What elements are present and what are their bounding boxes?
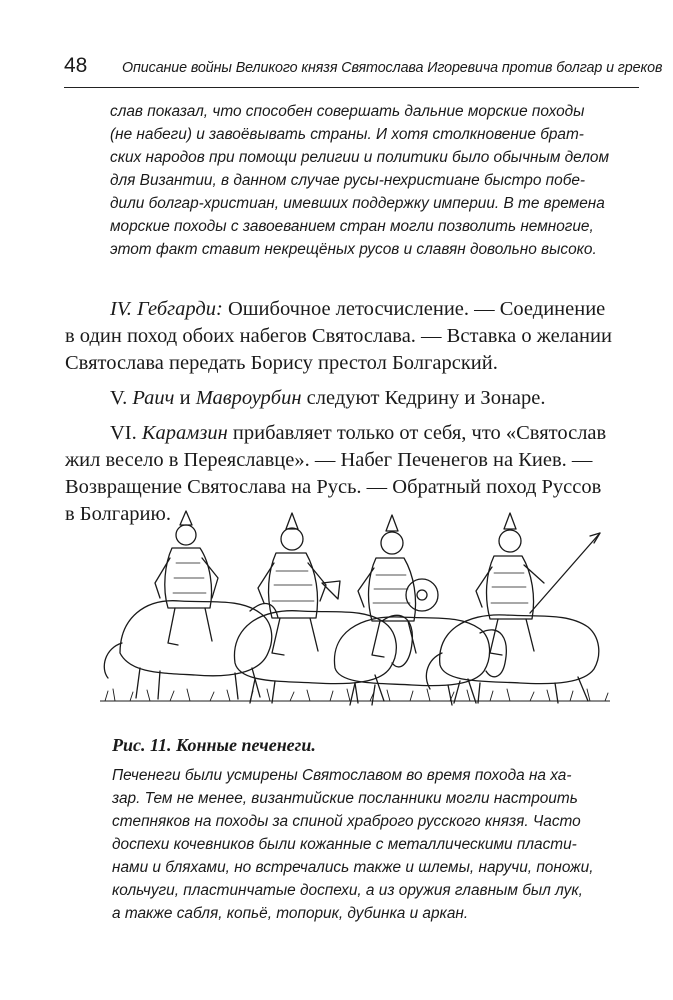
paragraph-iv: IV. Гебгарди: Ошибочное летосчисление. — Соединение bbox=[110, 298, 606, 320]
horse-3 bbox=[334, 617, 506, 705]
caption-line: доспехи кочевников были кожанные с металлическими пласти- bbox=[112, 836, 577, 853]
commentary-line: этот факт ставит некрещёных русов и славян довольно высоко. bbox=[110, 241, 597, 258]
author-karamzin: Карамзин bbox=[141, 422, 228, 444]
horse-2 bbox=[234, 611, 412, 703]
paragraph-iv-line: в один поход обоих набегов Святослава. — Вставка о желании bbox=[65, 325, 612, 347]
rider-3 bbox=[358, 515, 438, 657]
caption-line: нами и бляхами, но встречались также и шлемы, наручи, поножи, bbox=[112, 859, 594, 876]
author-gebgardi: IV. Гебгарди: bbox=[110, 298, 223, 320]
commentary-line: морские походы с завоеванием стран могли позволить немногие, bbox=[110, 218, 594, 235]
commentary-line: (не набеги) и завоёвывать страны. И хотя столкновение брат- bbox=[110, 126, 584, 143]
commentary-line: ских народов при помощи религии и политики было обычным делом bbox=[110, 149, 610, 166]
rider-4 bbox=[476, 513, 600, 655]
caption-line: кольчуги, пластинчатые доспехи, а из оружия главным был лук, bbox=[112, 882, 583, 899]
caption-title: Рис. 11. Конные печенеги. bbox=[112, 735, 316, 755]
page-header bbox=[64, 52, 663, 92]
paragraph-iv-line: Святослава передать Борису престол Болгарский. bbox=[65, 352, 498, 374]
paragraph-v: V. Раич и Мавроурбин следуют Кедрину и Зонаре. bbox=[110, 387, 546, 409]
illustration-horsemen bbox=[100, 503, 610, 708]
commentary-line: дили болгар-христиан, имевших поддержку империи. В те времена bbox=[110, 195, 605, 212]
author-mavrourbin: Мавроурбин bbox=[195, 387, 302, 409]
caption-line: степняков на походы за спиной храброго русского князя. Часто bbox=[112, 813, 581, 830]
commentary-line: для Византии, в данном случае русы-нехристиане быстро побе- bbox=[110, 172, 586, 189]
caption-text bbox=[112, 764, 622, 925]
page-number: 48 bbox=[64, 54, 88, 77]
header-rule bbox=[64, 87, 639, 88]
paragraph-vi-line: жил весело в Переяславце». — Набег Печенегов на Киев. — bbox=[65, 449, 593, 471]
paragraph-vi-line: в Болгарию. bbox=[65, 503, 171, 525]
commentary-line: слав показал, что способен совершать дальние морские походы bbox=[110, 103, 585, 120]
commentary-block bbox=[110, 100, 610, 261]
horse-4 bbox=[426, 615, 598, 703]
caption-line: зар. Тем не менее, византийские посланники могли настроить bbox=[112, 790, 578, 807]
running-title: Описание войны Великого князя Святослава Игоревича против болгар и греков bbox=[122, 60, 663, 76]
caption-line: а также сабля, копьё, топорик, дубинка и аркан. bbox=[112, 905, 469, 922]
horse-1 bbox=[104, 601, 278, 699]
rider-1 bbox=[155, 511, 218, 645]
figure-caption bbox=[112, 735, 622, 925]
main-text bbox=[65, 296, 625, 528]
caption-line: Печенеги были усмирены Святославом во время похода на ха- bbox=[112, 767, 572, 784]
rider-2 bbox=[258, 513, 340, 655]
paragraph-vi-line: Возвращение Святослава на Русь. — Обратный поход Руссов bbox=[65, 476, 602, 498]
figure-mounted-pechenegs bbox=[100, 503, 610, 708]
author-raich: Раич bbox=[132, 387, 175, 409]
grass bbox=[100, 689, 610, 701]
paragraph-vi: VI. Карамзин прибавляет только от себя, что «Святослав bbox=[110, 422, 607, 444]
